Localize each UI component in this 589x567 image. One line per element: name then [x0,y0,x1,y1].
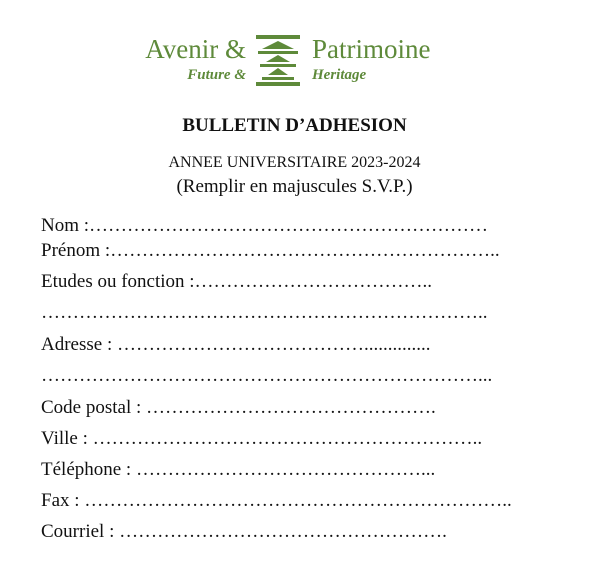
telephone-field[interactable]: Téléphone : ………………………………………... [41,459,436,480]
etudes-fonction-field[interactable]: Etudes ou fonction :……………………………….. [41,271,433,292]
nom-field[interactable]: Nom :……………………………………………………… [41,215,489,236]
fax-field[interactable]: Fax : ………………………………………………………….. [41,490,512,511]
code-postal-field[interactable]: Code postal : ………………………………………. [41,397,436,418]
logo [124,34,472,90]
logo-right-text [312,34,472,90]
fill-instruction: (Remplir en majuscules S.V.P.) [176,176,413,197]
academic-year: ANNEE UNIVERSITAIRE 2023-2024 [168,154,421,171]
logo-subtitle-right: Heritage [312,67,367,83]
adresse-field[interactable]: Adresse : ………………………………….............. [41,334,431,355]
etudes-fonction-continuation-field[interactable]: …………………………………………………………….. [41,302,488,323]
logo-title-left: Avenir & [145,34,246,64]
courriel-field[interactable]: Courriel : ……………………………………………. [41,521,447,542]
logo-emblem-icon [254,35,302,87]
membership-form [41,212,561,549]
page-title: BULLETIN D’ADHESION [182,115,407,136]
logo-left-text [124,34,246,90]
prenom-field[interactable]: Prénom :…………………………………………………….. [41,240,500,261]
ville-field[interactable]: Ville : …………………………………………………….. [41,428,483,449]
logo-subtitle-left: Future & [187,67,246,83]
adresse-continuation-field[interactable]: ……………………………………………………………... [41,365,493,386]
logo-title-right: Patrimoine [312,34,431,64]
